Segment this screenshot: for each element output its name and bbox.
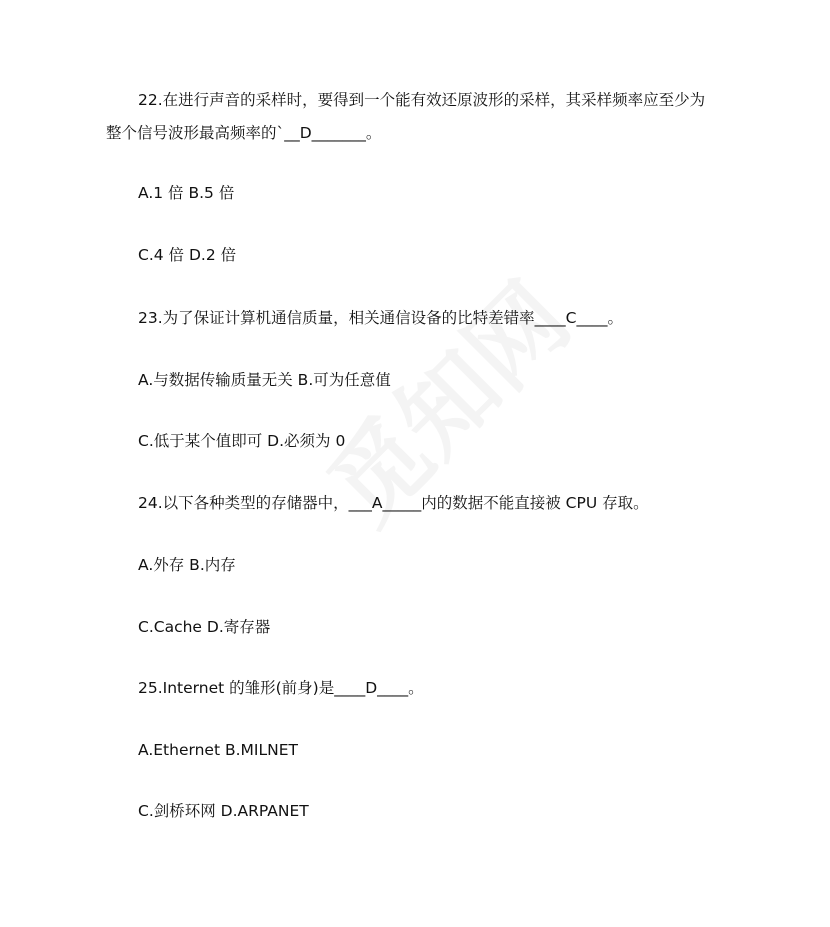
- question-25-options-cd: C.剑桥环网 D.ARPANET: [138, 802, 309, 820]
- question-24-options-cd: C.Cache D.寄存器: [138, 618, 271, 636]
- question-23-stem: 23.为了保证计算机通信质量，相关通信设备的比特差错率____C____。: [138, 309, 623, 327]
- question-24-options-ab: A.外存 B.内存: [138, 556, 236, 574]
- question-22-stem-line1: 22.在进行声音的采样时，要得到一个能有效还原波形的采样，其采样频率应至少为: [138, 91, 706, 109]
- question-23-options-ab: A.与数据传输质量无关 B.可为任意值: [138, 371, 391, 389]
- question-22-stem-line2: 整个信号波形最高频率的`__D_______。: [106, 124, 382, 142]
- question-22-options-ab: A.1 倍 B.5 倍: [138, 184, 235, 202]
- question-22-options-cd: C.4 倍 D.2 倍: [138, 246, 237, 264]
- question-23-options-cd: C.低于某个值即可 D.必须为 0: [138, 432, 346, 450]
- question-24-stem: 24.以下各种类型的存储器中，___A_____内的数据不能直接被 CPU 存取。: [138, 494, 649, 512]
- question-25-options-ab: A.Ethernet B.MILNET: [138, 741, 298, 759]
- question-25-stem: 25.Internet 的雏形(前身)是____D____。: [138, 679, 424, 697]
